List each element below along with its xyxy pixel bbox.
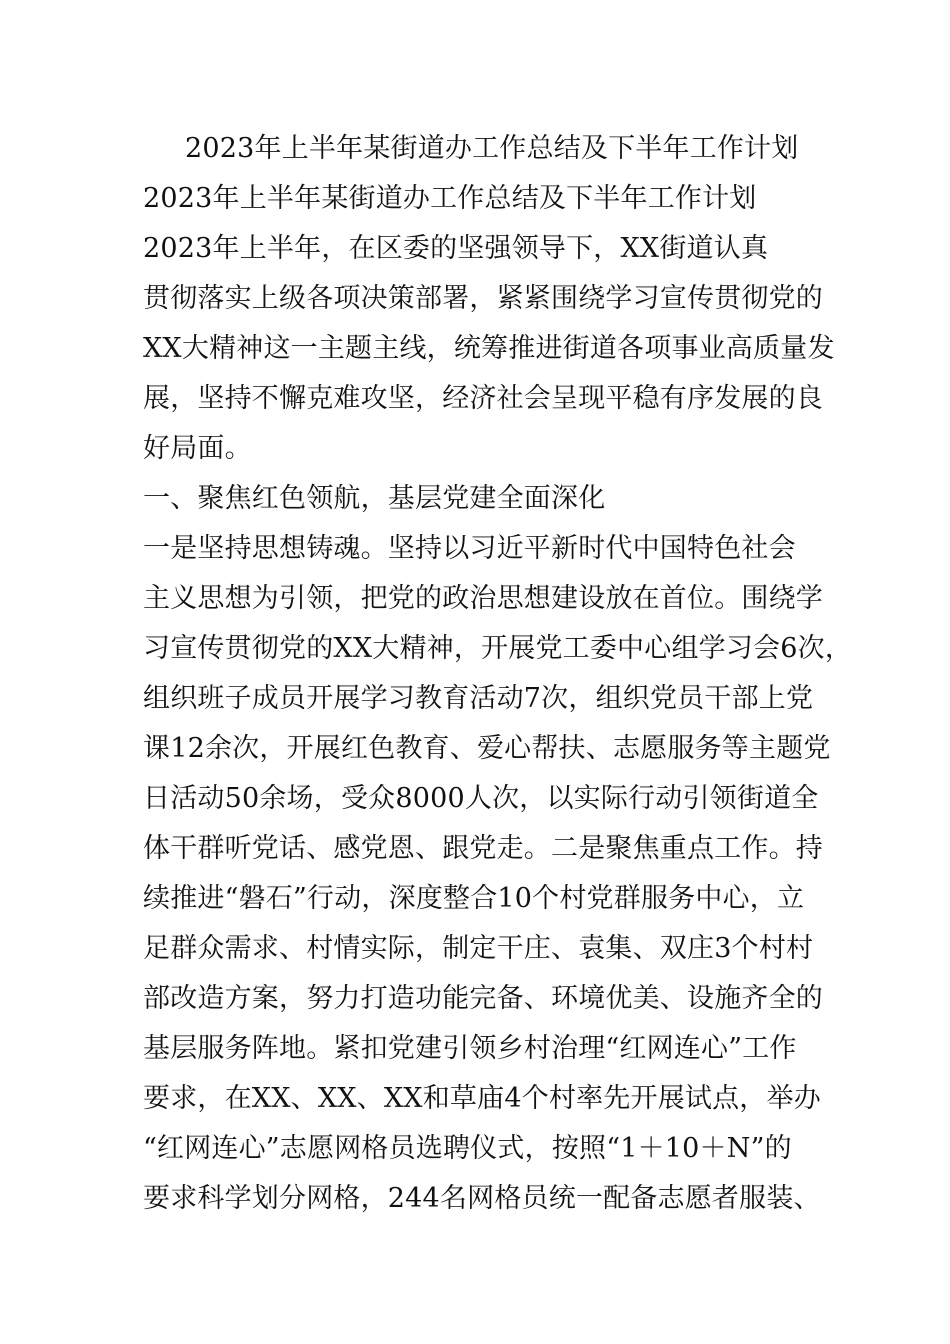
body-line: 部改造方案，努力打造功能完备、环境优美、设施齐全的 <box>143 983 823 1014</box>
intro-line: 2023年上半年，在区委的坚强领导下，XX街道认真 <box>143 233 769 264</box>
body-line: 要求，在XX、XX、XX和草庙4个村率先开展试点，举办 <box>143 1083 821 1114</box>
body-line: “红网连心”志愿网格员选聘仪式，按照“1＋10＋N”的 <box>143 1133 792 1164</box>
body-line: 足群众需求、村情实际，制定干庄、袁集、双庄3个村村 <box>143 933 814 964</box>
body-line: 课12余次，开展红色教育、爱心帮扶、志愿服务等主题党 <box>143 733 831 764</box>
document-title-repeat: 2023年上半年某街道办工作总结及下半年工作计划 <box>143 183 757 214</box>
section-heading: 一、聚焦红色领航，基层党建全面深化 <box>143 483 606 514</box>
body-line: 主义思想为引领，把党的政治思想建设放在首位。围绕学 <box>143 583 823 614</box>
body-line: 一是坚持思想铸魂。坚持以习近平新时代中国特色社会 <box>143 533 796 564</box>
intro-line: 展，坚持不懈克难攻坚，经济社会呈现平稳有序发展的良 <box>143 383 823 414</box>
body-line: 日活动50余场，受众8000人次，以实际行动引领街道全 <box>143 783 819 814</box>
body-line: 习宣传贯彻党的XX大精神，开展党工委中心组学习会6次， <box>143 633 853 664</box>
body-line: 基层服务阵地。紧扣党建引领乡村治理“红网连心”工作 <box>143 1033 797 1064</box>
intro-line: 好局面。 <box>143 433 252 464</box>
intro-line: 贯彻落实上级各项决策部署，紧紧围绕学习宣传贯彻党的 <box>143 283 823 314</box>
body-line: 要求科学划分网格，244名网格员统一配备志愿者服装、 <box>143 1183 821 1214</box>
intro-line: XX大精神这一主题主线，统筹推进街道各项事业高质量发 <box>143 333 835 364</box>
body-line: 续推进“磐石”行动，深度整合10个村党群服务中心，立 <box>143 883 805 914</box>
body-line: 组织班子成员开展学习教育活动7次，组织党员干部上党 <box>143 683 814 714</box>
document-title: 2023年上半年某街道办工作总结及下半年工作计划 <box>185 133 799 164</box>
body-line: 体干群听党话、感党恩、跟党走。二是聚焦重点工作。持 <box>143 833 823 864</box>
